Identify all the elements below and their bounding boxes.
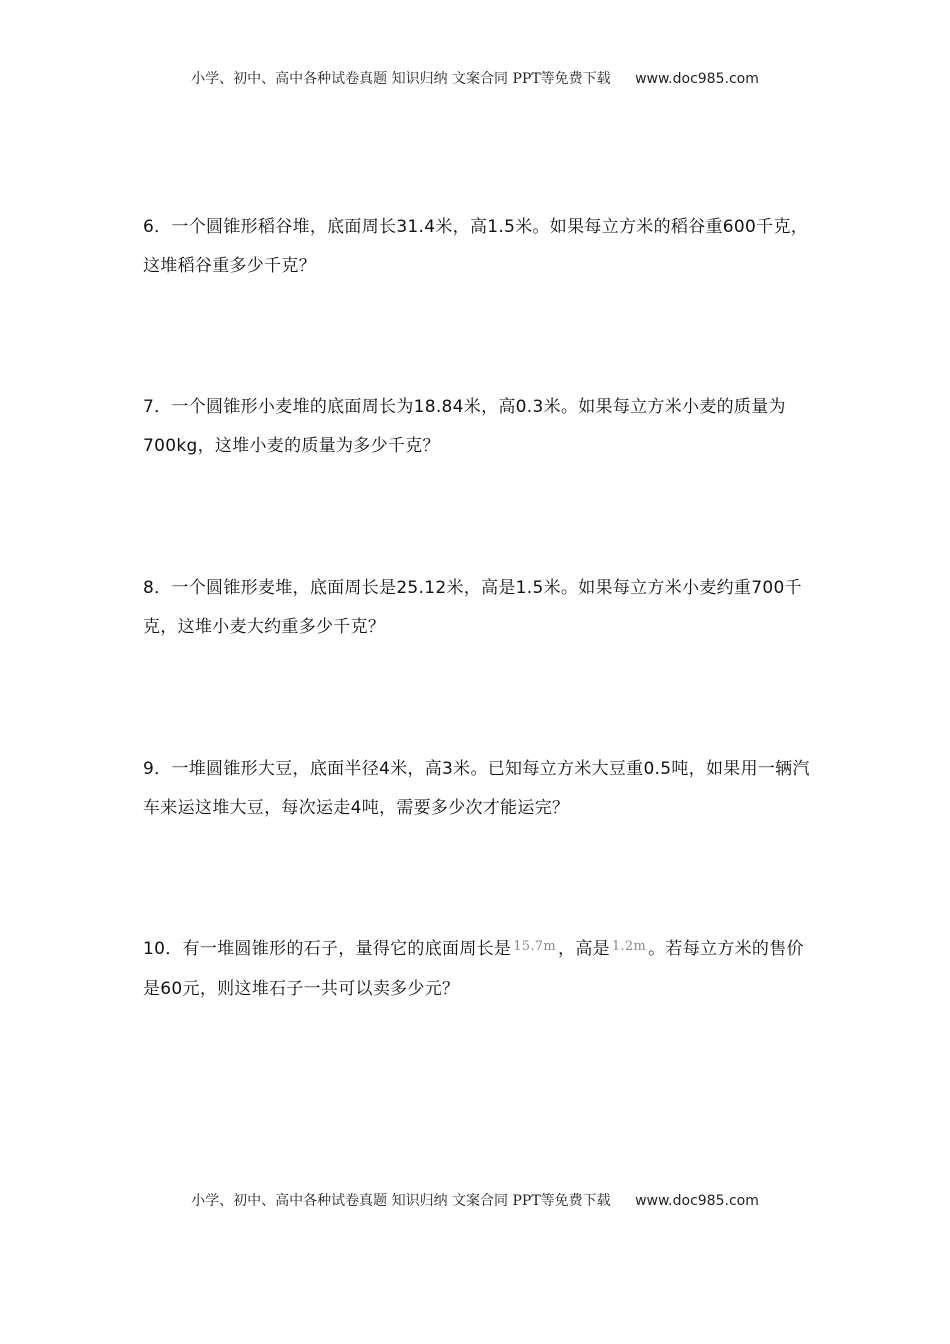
question-10-circumference: 15.7m bbox=[513, 939, 557, 954]
page-header bbox=[0, 68, 950, 88]
question-10 bbox=[143, 930, 811, 1009]
footer-text: 小学、初中、高中各种试卷真题 知识归纳 文案合同 PPT等免费下载 bbox=[191, 1193, 611, 1209]
header-url[interactable]: www.doc985.com bbox=[635, 71, 759, 87]
page-footer bbox=[0, 1190, 950, 1210]
question-8: 8．一个圆锥形麦堆，底面周长是25.12米，高是1.5米。如果每立方米小麦约重700千克，这堆小麦大约重多少千克？ bbox=[143, 578, 802, 637]
question-10-part3: 。若每立方米的售价是60元，则这堆石子一共可以卖多少元？ bbox=[143, 939, 804, 999]
question-6: 6．一个圆锥形稻谷堆，底面周长31.4米，高1.5米。如果每立方米的稻谷重600千克，这堆稻谷重多少千克？ bbox=[143, 217, 809, 276]
question-10-height: 1.2m bbox=[611, 939, 647, 954]
question-7: 7．一个圆锥形小麦堆的底面周长为18.84米，高0.3米。如果每立方米小麦的质量为700kg，这堆小麦的质量为多少千克？ bbox=[143, 397, 786, 456]
header-text: 小学、初中、高中各种试卷真题 知识归纳 文案合同 PPT等免费下载 bbox=[191, 71, 611, 87]
question-9: 9．一堆圆锥形大豆，底面半径4米，高3米。已知每立方米大豆重0.5吨，如果用一辆汽车来运这堆大豆，每次运走4吨，需要多少次才能运完？ bbox=[143, 759, 810, 818]
question-10-part2: ，高是 bbox=[558, 939, 610, 959]
question-10-part1: 10．有一堆圆锥形的石子，量得它的底面周长是 bbox=[143, 939, 512, 959]
footer-url[interactable]: www.doc985.com bbox=[635, 1193, 759, 1209]
